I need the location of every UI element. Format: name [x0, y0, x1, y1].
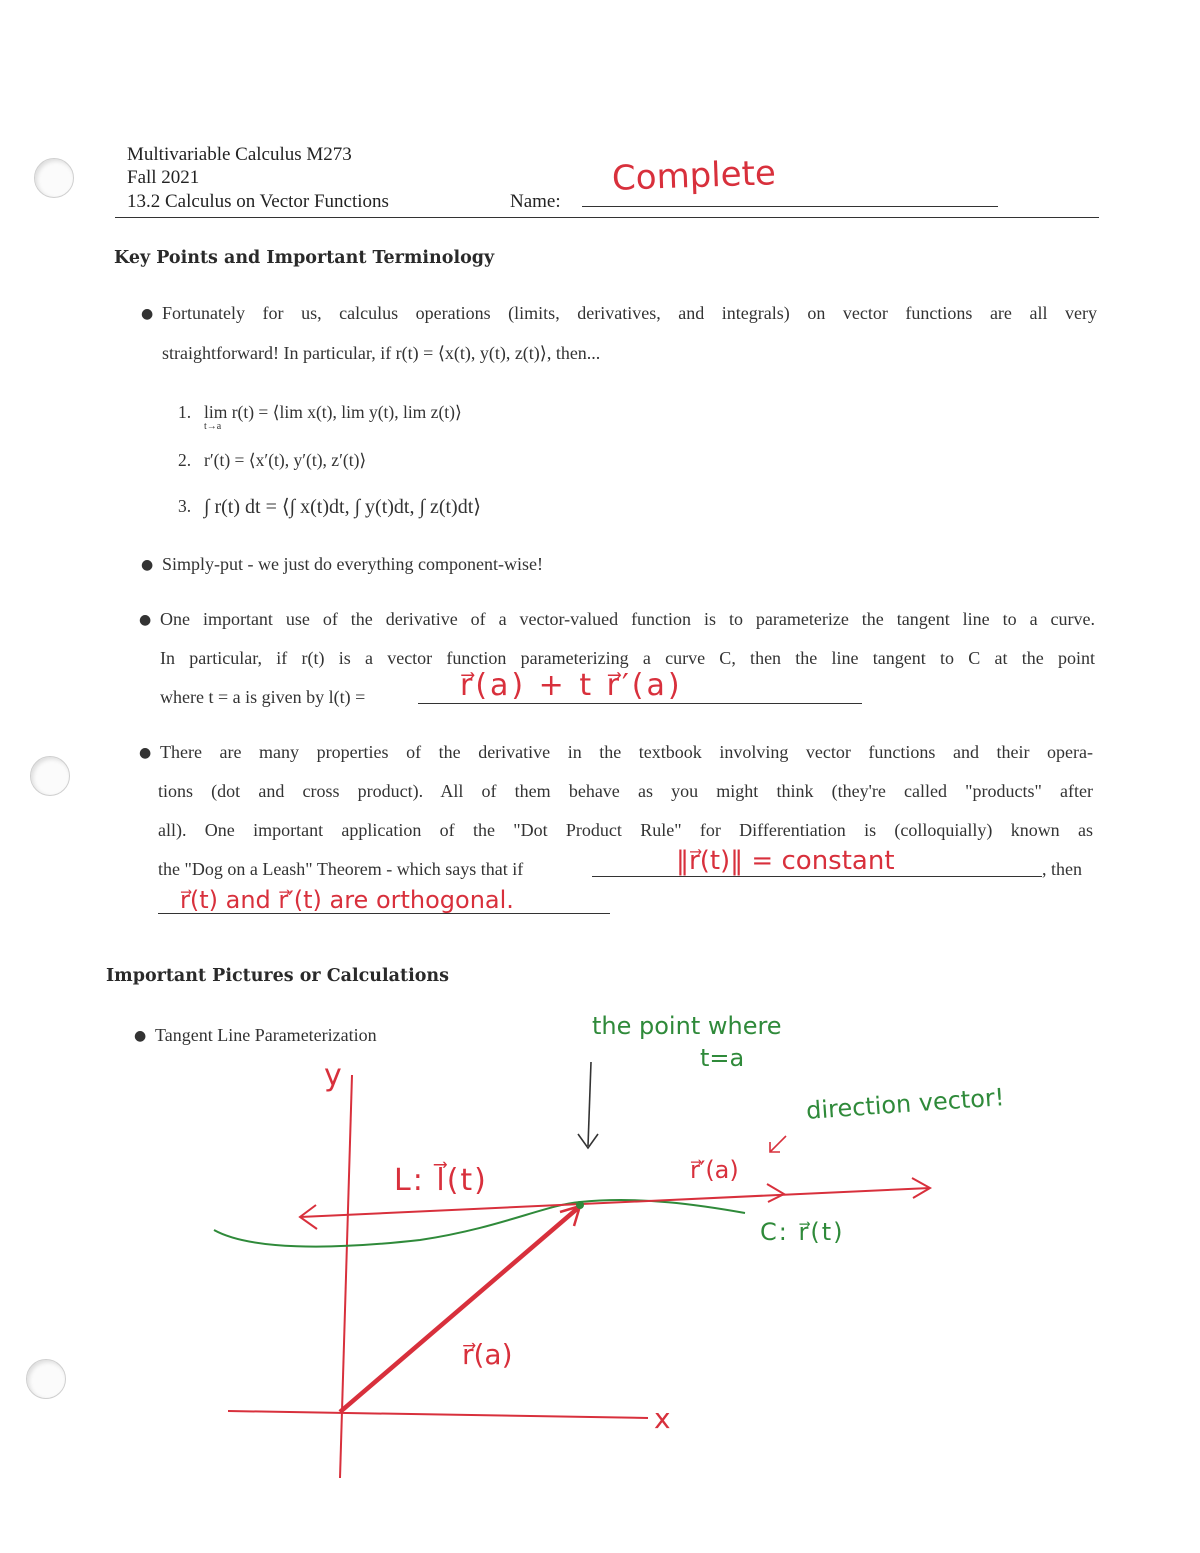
name-label: Name:: [510, 191, 561, 212]
formula-3: ∫ r(t) dt = ⟨∫ x(t)dt, ∫ y(t)dt, ∫ z(t)dt⟩: [204, 496, 482, 518]
y-axis: [340, 1075, 352, 1478]
key-points-heading: Key Points and Important Terminology: [114, 248, 495, 268]
bullet-marker: ●: [139, 612, 152, 628]
direction-note: direction vector!: [805, 1083, 1006, 1125]
pictures-bullet: Tangent Line Parameterization: [155, 1025, 377, 1045]
y-axis-label: y: [324, 1058, 342, 1093]
name-value: Complete: [611, 153, 777, 199]
dog-condition: ‖r⃗(t)‖ = constant: [676, 846, 895, 876]
formula-1: lim r(t) = ⟨lim x(t), lim y(t), lim z(t)⟩: [204, 402, 462, 422]
bullet2: Simply-put - we just do everything component-wise!: [162, 554, 543, 574]
term: Fall 2021: [127, 167, 200, 188]
formula-2: r′(t) = ⟨x′(t), y′(t), z′(t)⟩: [204, 450, 367, 470]
bullet1-line2: straightforward! In particular, if r(t) = ⟨x(t), y(t), z(t)⟩, then...: [162, 343, 601, 363]
tangent-line-label: L: l⃗(t): [394, 1163, 488, 1198]
dog-conclusion: r⃗(t) and r⃗′(t) are orthogonal.: [180, 886, 514, 914]
bullet-marker: ●: [141, 557, 154, 573]
position-vector-label: r⃗(a): [462, 1338, 513, 1371]
bullet4-then: , then: [1042, 859, 1082, 879]
formula-1-number: 1.: [178, 402, 192, 422]
bullet1-line1: Fortunately for us, calculus operations (limits, derivatives, and integrals) on vector functions are all very: [162, 303, 1097, 323]
bullet3-line3: where t = a is given by l(t) =: [160, 687, 366, 707]
curve-label: C: r⃗(t): [760, 1218, 845, 1246]
curve-c: [214, 1200, 745, 1247]
x-axis-label: x: [654, 1402, 671, 1435]
bullet3-line2: In particular, if r(t) is a vector function parameterizing a curve C, then the line tangent to C at the point: [160, 648, 1095, 668]
point-t-a: [576, 1201, 584, 1209]
pictures-heading: Important Pictures or Calculations: [106, 966, 449, 986]
point-note-line1: the point where: [592, 1012, 782, 1040]
tangent-answer: r⃗(a) + t r⃗′(a): [460, 668, 683, 703]
bullet-marker: ●: [141, 306, 154, 322]
bullet-marker: ●: [139, 745, 152, 761]
position-vector: [340, 1208, 578, 1412]
formula-1-subscript: t→a: [204, 421, 222, 432]
course-title: Multivariable Calculus M273: [127, 144, 352, 165]
derivative-label: r⃗′(a): [690, 1156, 739, 1184]
formula-3-number: 3.: [178, 496, 192, 516]
bullet4-line3: all). One important application of the "Dot Product Rule" for Differentiation is (colloquially) known as: [158, 820, 1093, 840]
position-vector-stroke: [344, 1206, 582, 1410]
formula-2-number: 2.: [178, 450, 192, 470]
point-arrow: [588, 1062, 591, 1146]
section-title: 13.2 Calculus on Vector Functions: [127, 191, 389, 212]
bullet4-line1: There are many properties of the derivative in the textbook involving vector functions and their opera-: [160, 742, 1093, 762]
bullet-marker: ●: [134, 1028, 147, 1044]
bullet4-line2: tions (dot and cross product). All of them behave as you might think (they're called "products" after: [158, 781, 1093, 801]
point-note-line2: t=a: [700, 1044, 745, 1072]
direction-arrow: [770, 1136, 786, 1152]
derivative-arrowhead: [767, 1184, 784, 1202]
bullet3-line1: One important use of the derivative of a vector-valued function is to parameterize the tangent line to a curve.: [160, 609, 1095, 629]
x-axis: [228, 1411, 648, 1418]
bullet4-line4: the "Dog on a Leash" Theorem - which says that if: [158, 859, 524, 879]
